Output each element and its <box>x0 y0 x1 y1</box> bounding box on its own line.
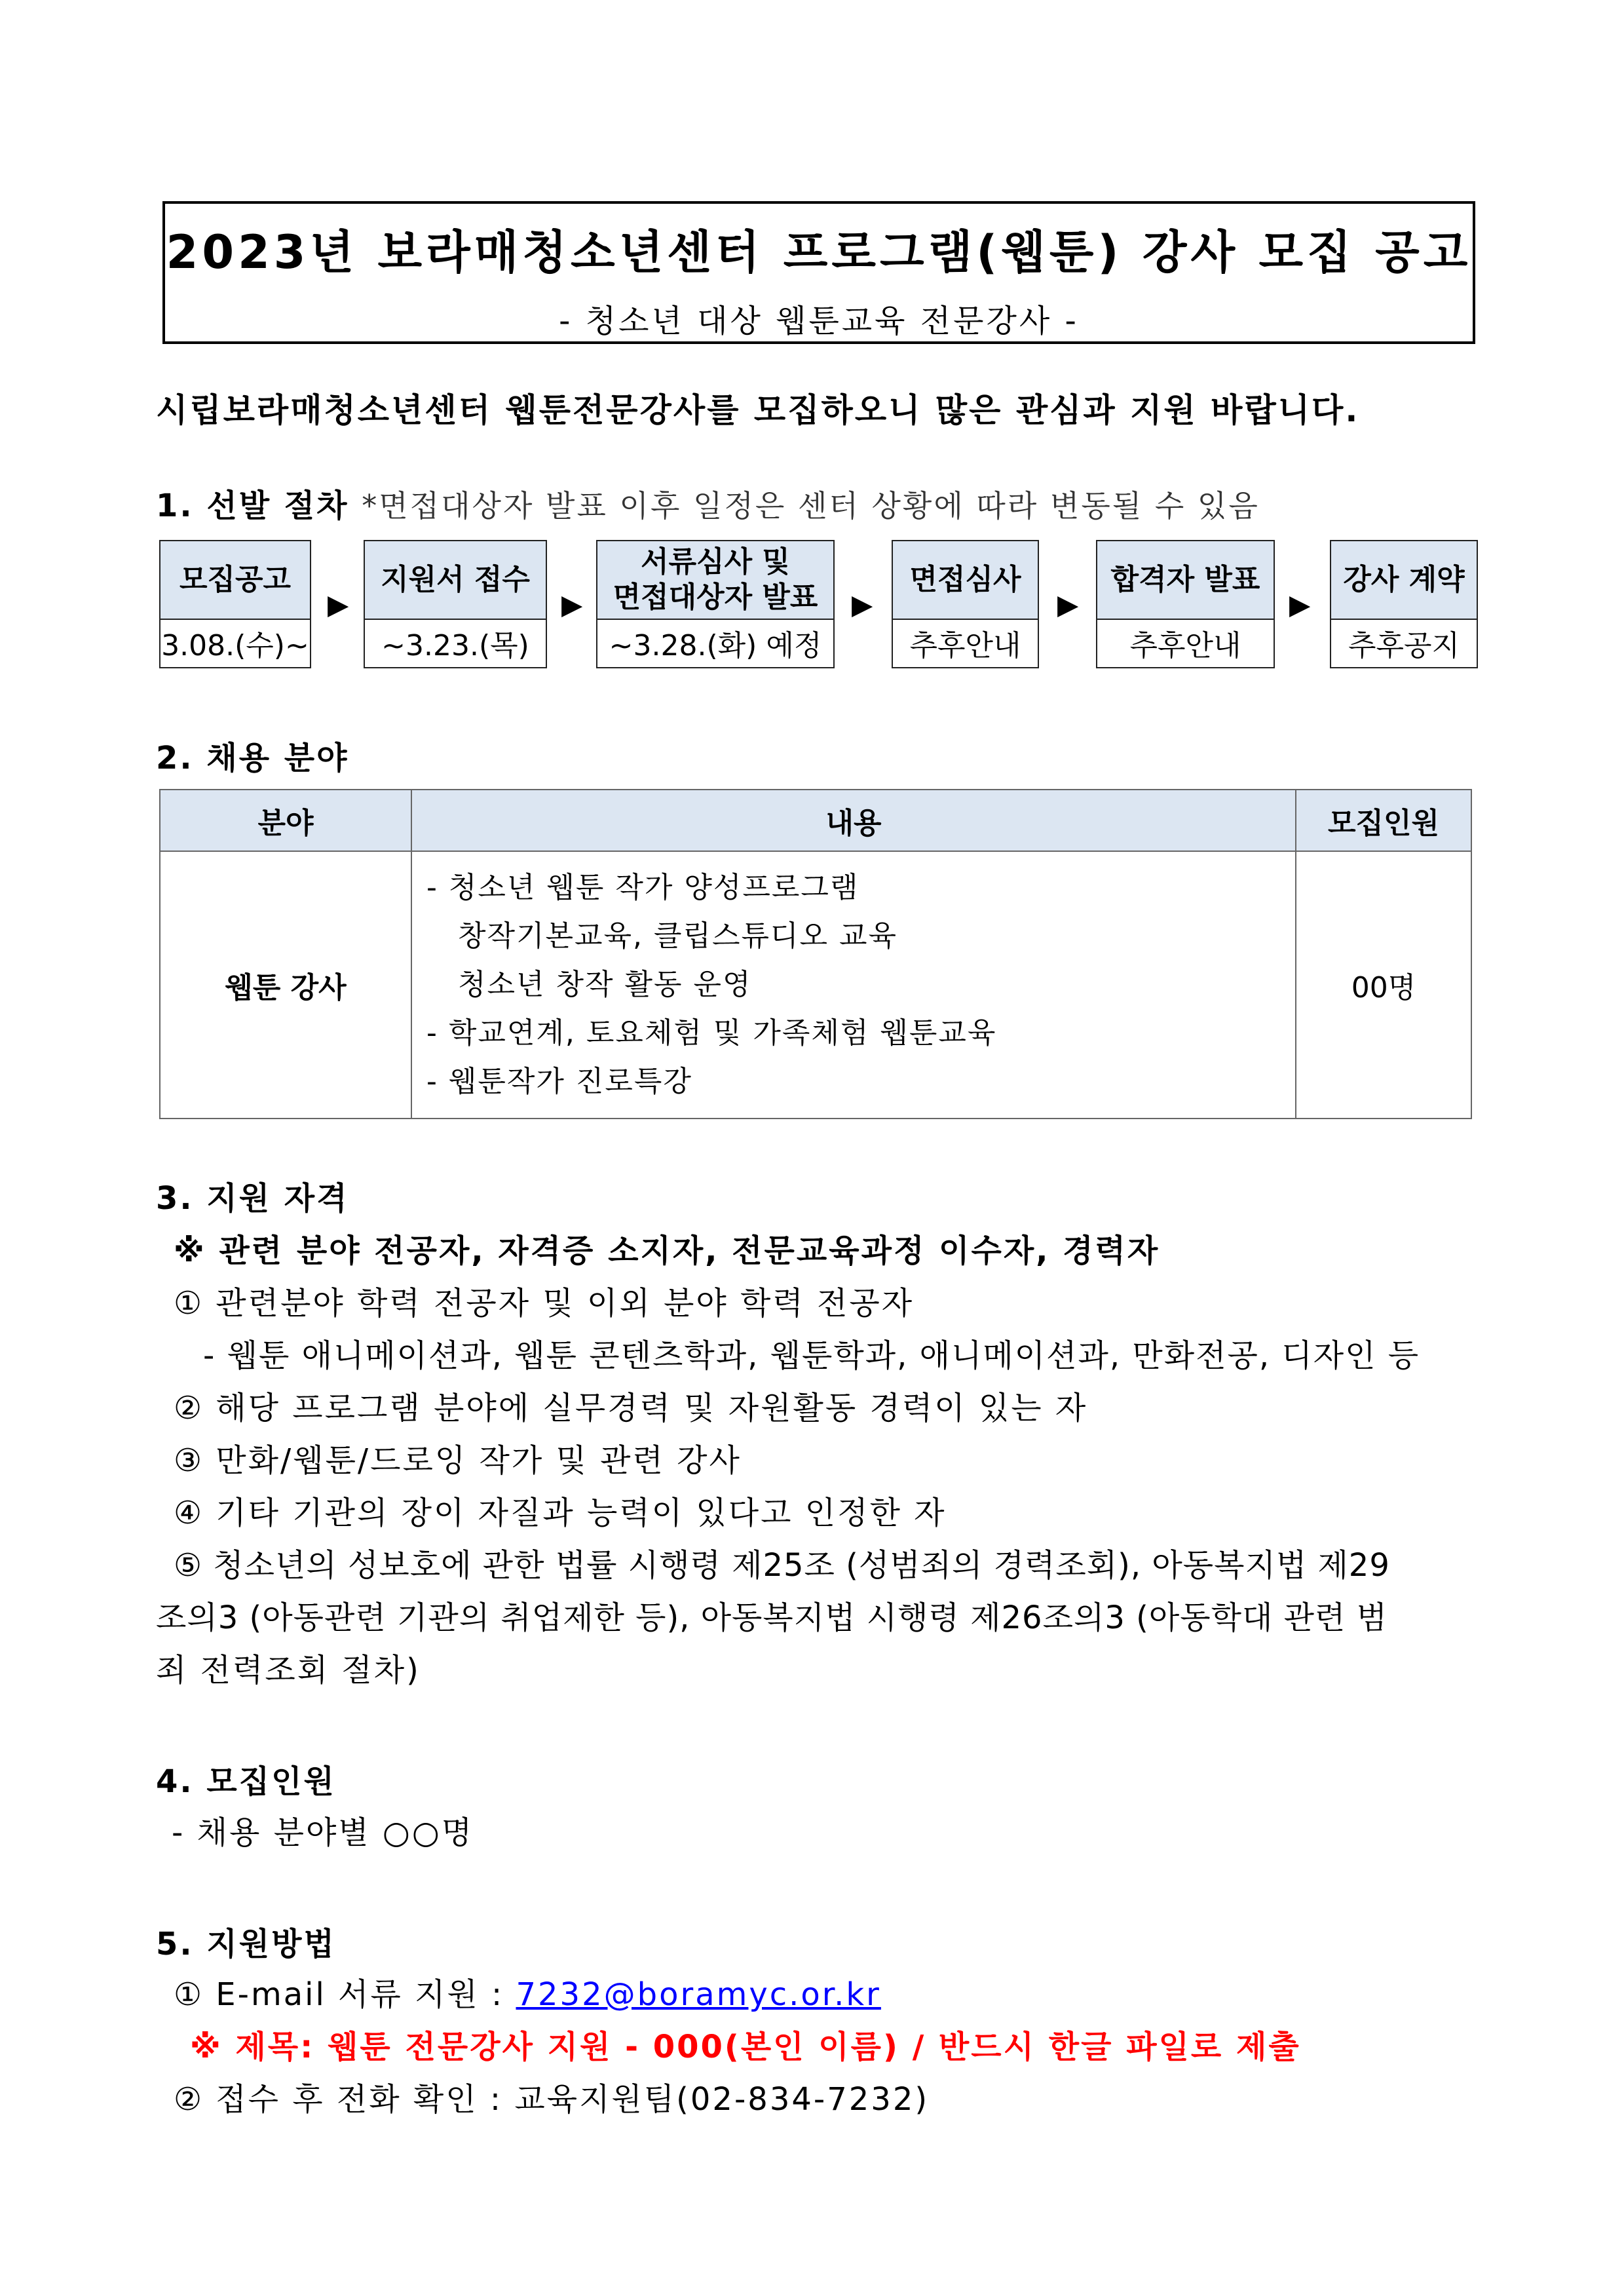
apply-email-line <box>174 1969 881 2014</box>
arrow-right-icon: ▶ <box>561 588 583 621</box>
step-date: ~3.23.(목) <box>381 629 529 662</box>
content-line: 청소년 창작 활동 운영 <box>426 968 752 1001</box>
recruit-field-table <box>159 789 1472 1119</box>
title-box <box>162 201 1475 344</box>
step-name: 합격자 발표 <box>1097 541 1274 620</box>
section4-heading: 4. 모집인원 <box>156 1763 336 1800</box>
qualification-item: 죄 전력조회 절차) <box>156 1652 421 1689</box>
field-cell: 웹툰 강사 <box>160 851 411 1119</box>
section2-heading: 2. 채용 분야 <box>156 740 349 776</box>
step-date: 추후안내 <box>1129 629 1241 662</box>
section1-heading <box>156 480 1260 526</box>
page-subtitle: - 청소년 대상 웹툰교육 전문강사 - <box>559 303 1079 339</box>
qualification-item: ④ 기타 기관의 장이 자질과 능력이 있다고 인정한 자 <box>174 1495 947 1531</box>
qualification-item: ③ 만화/웹툰/드로잉 작가 및 관련 강사 <box>174 1442 742 1479</box>
qualification-item: 조의3 (아동관련 기관의 취업제한 등), 아동복지법 시행령 제26조의3 (아동학대 관련 범 <box>156 1599 1388 1636</box>
step-name: 모집공고 <box>161 541 310 620</box>
step-date: ~3.28.(화) 예정 <box>609 629 822 662</box>
section3-heading: 3. 지원 자격 <box>156 1180 349 1217</box>
step-name: 서류심사 및 면접대상자 발표 <box>597 541 833 620</box>
column-header: 내용 <box>411 790 1296 851</box>
page-title: 2023년 보라매청소년센터 프로그램(웹툰) 강사 모집 공고 <box>166 225 1472 279</box>
section5-heading: 5. 지원방법 <box>156 1926 336 1962</box>
content-line: - 웹툰작가 진로특강 <box>426 1065 692 1098</box>
table-row <box>160 851 1471 1119</box>
step-name: 지원서 접수 <box>365 541 546 620</box>
content-line: - 청소년 웹툰 작가 양성프로그램 <box>426 871 859 904</box>
arrow-right-icon: ▶ <box>1289 588 1311 621</box>
step-date: 3.08.(수)~ <box>161 629 309 662</box>
process-step <box>159 540 311 668</box>
step-date: 추후안내 <box>909 629 1021 662</box>
step-date: 추후공지 <box>1348 629 1460 662</box>
step-name: 면접심사 <box>893 541 1038 620</box>
step-name: 강사 계약 <box>1331 541 1477 620</box>
table-header-row <box>160 790 1471 851</box>
count-cell: 00명 <box>1296 851 1471 1119</box>
email-link[interactable]: 7232@boramyc.or.kr <box>516 1976 881 2013</box>
process-step <box>364 540 547 668</box>
recruit-count-line: - 채용 분야별 ○○명 <box>172 1814 474 1851</box>
section1-title: 1. 선발 절차 <box>156 488 349 524</box>
qualification-item: ① 관련분야 학력 전공자 및 이외 분야 학력 전공자 <box>174 1285 915 1322</box>
arrow-right-icon: ▶ <box>1057 588 1079 621</box>
content-line: 창작기본교육, 클립스튜디오 교육 <box>426 919 897 953</box>
qualification-summary: ※ 관련 분야 전공자, 자격증 소지자, 전문교육과정 이수자, 경력자 <box>174 1233 1160 1269</box>
content-line: - 학교연계, 토요체험 및 가족체험 웹툰교육 <box>426 1016 997 1050</box>
qualification-item: - 웹툰 애니메이션과, 웹툰 콘텐츠학과, 웹툰학과, 애니메이션과, 만화전공, 디자인 등 <box>203 1337 1420 1374</box>
column-header: 분야 <box>160 790 411 851</box>
process-step <box>892 540 1039 668</box>
apply-email-label: ① E-mail 서류 지원 : <box>174 1976 516 2013</box>
arrow-right-icon: ▶ <box>852 588 873 621</box>
arrow-right-icon: ▶ <box>328 588 349 621</box>
column-header: 모집인원 <box>1296 790 1471 851</box>
email-subject-notice: ※ 제목: 웹툰 전문강사 지원 - 000(본인 이름) / 반드시 한글 파일로 제출 <box>190 2029 1301 2065</box>
qualification-item: ② 해당 프로그램 분야에 실무경력 및 자원활동 경력이 있는 자 <box>174 1390 1088 1426</box>
process-step <box>596 540 835 668</box>
section1-note: *면접대상자 발표 이후 일정은 센터 상황에 따라 변동될 수 있음 <box>362 488 1260 524</box>
phone-confirm-line: ② 접수 후 전화 확인 : 교육지원팀(02-834-7232) <box>174 2081 930 2118</box>
qualification-item: ⑤ 청소년의 성보호에 관한 법률 시행령 제25조 (성범죄의 경력조회), 아동복지법 제29 <box>174 1547 1390 1584</box>
process-step <box>1096 540 1275 668</box>
intro-text: 시립보라매청소년센터 웹툰전문강사를 모집하오니 많은 관심과 지원 바랍니다. <box>156 391 1360 429</box>
process-step <box>1330 540 1478 668</box>
content-cell <box>411 851 1296 1119</box>
